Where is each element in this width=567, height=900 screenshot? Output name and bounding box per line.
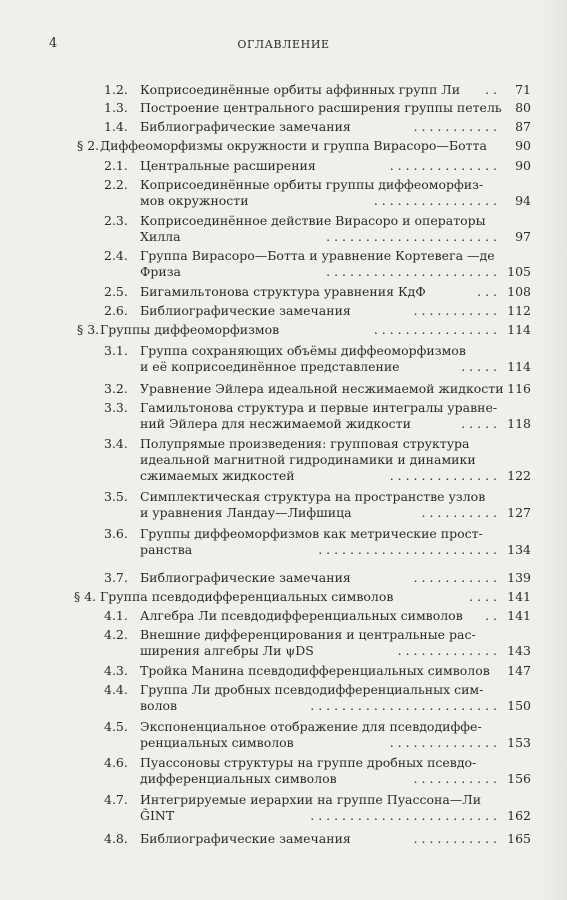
toc-entry[interactable] [60,138,531,154]
entry-title-line: сжимаемых жидкостей [140,468,295,483]
leader-dots: . . . . . . . . . . . [413,771,497,786]
entry-title-line: Гамильтонова структура и первые интегралы уравне- [140,400,498,415]
entry-title-line: Бигамильтонова структура уравнения КдФ [140,284,426,299]
subsection-number: 3.5. [104,489,128,504]
subsection-number: 4.4. [104,682,128,697]
entry-title-line: Библиографические замечания [140,570,351,585]
entry-title-line: Алгебра Ли псевдодифференциальных символов [140,608,463,623]
entry-title-line: Библиографические замечания [140,119,351,134]
page-ref: 134 [507,542,531,557]
toc-entry[interactable] [60,322,531,338]
toc-entry[interactable] [60,100,531,116]
entry-title-line: Коприсоединённое действие Вирасоро и операторы [140,213,486,228]
page-ref: 162 [507,808,531,823]
subsection-number: 4.6. [104,755,128,770]
toc-entry[interactable] [60,303,531,319]
subsection-number: 3.3. [104,400,128,415]
entry-title-line: Группы диффеоморфизмов [100,322,280,337]
entry-title-line: Коприсоединённые орбиты аффинных групп Ли [140,82,461,97]
entry-title-line: Группа псевдодифференциальных символов [100,589,394,604]
subsection-number: 2.5. [104,284,128,299]
toc-entry[interactable] [60,343,531,375]
toc-entry[interactable] [60,489,531,521]
subsection-number: 2.6. [104,303,128,318]
leader-dots: . . . . . [461,416,497,431]
page-ref: 90 [515,138,531,153]
subsection-number: 2.2. [104,177,128,192]
page-ref: 127 [507,505,531,520]
page-ref: 105 [507,264,531,279]
entry-title-line: Построение центрального расширения группы петель [140,100,502,115]
subsection-number: 1.2. [104,82,128,97]
toc-entry[interactable] [60,82,531,98]
leader-dots: . . . . . . . . . . . . . . . . . . . . . . [326,229,497,244]
leader-dots: . . . . . . . . . . . . . . . . . . . . . . . [318,542,497,557]
leader-dots: . . . . . . . . . . . . . . . . . . . . . . . . [310,698,497,713]
leader-dots: . . . . . . . . . . . . . . [389,468,497,483]
toc-entry[interactable] [60,158,531,174]
section-number: § 4. [74,589,97,604]
toc-entry[interactable] [60,792,531,824]
subsection-number: 4.2. [104,627,128,642]
toc-entry[interactable] [60,213,531,245]
page-ref: 116 [507,381,531,396]
page-ref: 97 [515,229,531,244]
leader-dots: . . . . . . . . . . . . . . . . [373,193,497,208]
leader-dots: . . . . . . . . . . . [413,303,497,318]
section-number: § 2. [77,138,100,153]
toc-entry[interactable] [60,719,531,751]
page-ref: 112 [507,303,531,318]
toc-entry[interactable] [60,119,531,135]
running-header: ОГЛАВЛЕНИЕ [237,38,330,51]
subsection-number: 3.4. [104,436,128,451]
subsection-number: 4.7. [104,792,128,807]
entry-title-line: и её коприсоединённое представление [140,359,400,374]
leader-dots: . . . . . [461,359,497,374]
page-ref: 114 [507,359,531,374]
page-ref: 165 [507,831,531,846]
subsection-number: 2.3. [104,213,128,228]
toc-entry[interactable] [60,400,531,432]
subsection-number: 2.4. [104,248,128,263]
subsection-number: 1.4. [104,119,128,134]
page-ref: 87 [515,119,531,134]
leader-dots: . . . . . . . . . . . . . . [389,735,497,750]
toc-entry[interactable] [60,570,531,586]
page-ref: 150 [507,698,531,713]
entry-title-line: Центральные расширения [140,158,316,173]
entry-title-line: ширения алгебры Ли ψDS [140,643,314,658]
entry-title-line: ренциальных символов [140,735,294,750]
page-ref: 139 [507,570,531,585]
entry-title-line: идеальной магнитной гидродинамики и динамики [140,452,476,467]
entry-title-line: Уравнение Эйлера идеальной несжимаемой жидкости [140,381,504,396]
toc-entry[interactable] [60,663,531,679]
page-ref: 122 [507,468,531,483]
toc-entry[interactable] [60,436,531,484]
entry-title-line: мов окружности [140,193,249,208]
page-ref: 156 [507,771,531,786]
toc-entry[interactable] [60,831,531,847]
leader-dots: . . . . . . . . . . . . . . . . [373,322,497,337]
subsection-number: 4.1. [104,608,128,623]
leader-dots: . . . . . . . . . . . [413,831,497,846]
page-ref: 94 [515,193,531,208]
leader-dots: . . . . . . . . . . [421,505,497,520]
subsection-number: 3.1. [104,343,128,358]
toc-entry[interactable] [60,627,531,659]
entry-title-line: Библиографические замечания [140,303,351,318]
leader-dots: . . . [477,284,497,299]
entry-title-line: Диффеоморфизмы окружности и группа Вирасоро—Ботта [100,138,487,153]
entry-title-line: Тройка Манина псевдодифференциальных символов [140,663,490,678]
page-ref: 108 [507,284,531,299]
toc-entry[interactable] [60,284,531,300]
toc-entry[interactable] [60,248,531,280]
entry-title-line: дифференциальных символов [140,771,337,786]
page-ref: 80 [515,100,531,115]
toc-entry[interactable] [60,682,531,714]
leader-dots: . . . . . . . . . . . . . [397,643,497,658]
leader-dots: . . . . . . . . . . . . . . . . . . . . . . [326,264,497,279]
page-ref: 118 [507,416,531,431]
entry-title-line: Группы диффеоморфизмов как метрические прост- [140,526,483,541]
entry-title-line: волов [140,698,178,713]
leader-dots: . . [485,82,497,97]
entry-title-line: G̃INT [140,808,175,823]
section-number: § 3. [77,322,100,337]
leader-dots: . . . . . . . . . . . [413,119,497,134]
entry-title-line: Фриза [140,264,181,279]
entry-title-line: Группа сохраняющих объёмы диффеоморфизмов [140,343,466,358]
subsection-number: 3.7. [104,570,128,585]
entry-title-line: Полупрямые произведения: групповая структура [140,436,470,451]
leader-dots: . . [485,608,497,623]
page-ref: 143 [507,643,531,658]
subsection-number: 3.6. [104,526,128,541]
entry-title-line: Внешние дифференцирования и центральные рас- [140,627,476,642]
entry-title-line: и уравнения Ландау—Лифшица [140,505,352,520]
page-number: 4 [49,36,58,51]
subsection-number: 1.3. [104,100,128,115]
entry-title-line: Пуассоновы структуры на группе дробных псевдо- [140,755,477,770]
subsection-number: 4.5. [104,719,128,734]
page-edge-shadow [537,0,567,900]
page-ref: 114 [507,322,531,337]
entry-title-line: Хилла [140,229,181,244]
page-ref: 71 [515,82,531,97]
leader-dots: . . . . . . . . . . . . . . . . . . . . . . . . [310,808,497,823]
subsection-number: 4.8. [104,831,128,846]
entry-title-line: Экспоненциальное отображение для псевдодиффе- [140,719,482,734]
entry-title-line: Интегрируемые иерархии на группе Пуассона—Ли [140,792,482,807]
page-ref: 153 [507,735,531,750]
page-ref: 90 [515,158,531,173]
leader-dots: . . . . [469,589,497,604]
page-ref: 147 [507,663,531,678]
subsection-number: 2.1. [104,158,128,173]
toc-entry[interactable] [60,589,531,605]
entry-title-line: Симплектическая структура на пространстве узлов [140,489,486,504]
leader-dots: . . . . . . . . . . . . . . [389,158,497,173]
entry-title-line: Библиографические замечания [140,831,351,846]
entry-title-line: ранства [140,542,193,557]
leader-dots: . . . . . . . . . . . [413,570,497,585]
page-ref: 141 [507,608,531,623]
entry-title-line: Коприсоединённые орбиты группы диффеоморфиз- [140,177,484,192]
entry-title-line: Группа Вирасоро—Ботта и уравнение Кортевега —де [140,248,495,263]
toc-entry[interactable] [60,381,531,397]
subsection-number: 3.2. [104,381,128,396]
subsection-number: 4.3. [104,663,128,678]
toc-entry[interactable] [60,755,531,787]
toc-entry[interactable] [60,608,531,624]
entry-title-line: ний Эйлера для несжимаемой жидкости [140,416,411,431]
entry-title-line: Группа Ли дробных псевдодифференциальных сим- [140,682,484,697]
toc-entry[interactable] [60,526,531,558]
toc-entry[interactable] [60,177,531,209]
page-ref: 141 [507,589,531,604]
